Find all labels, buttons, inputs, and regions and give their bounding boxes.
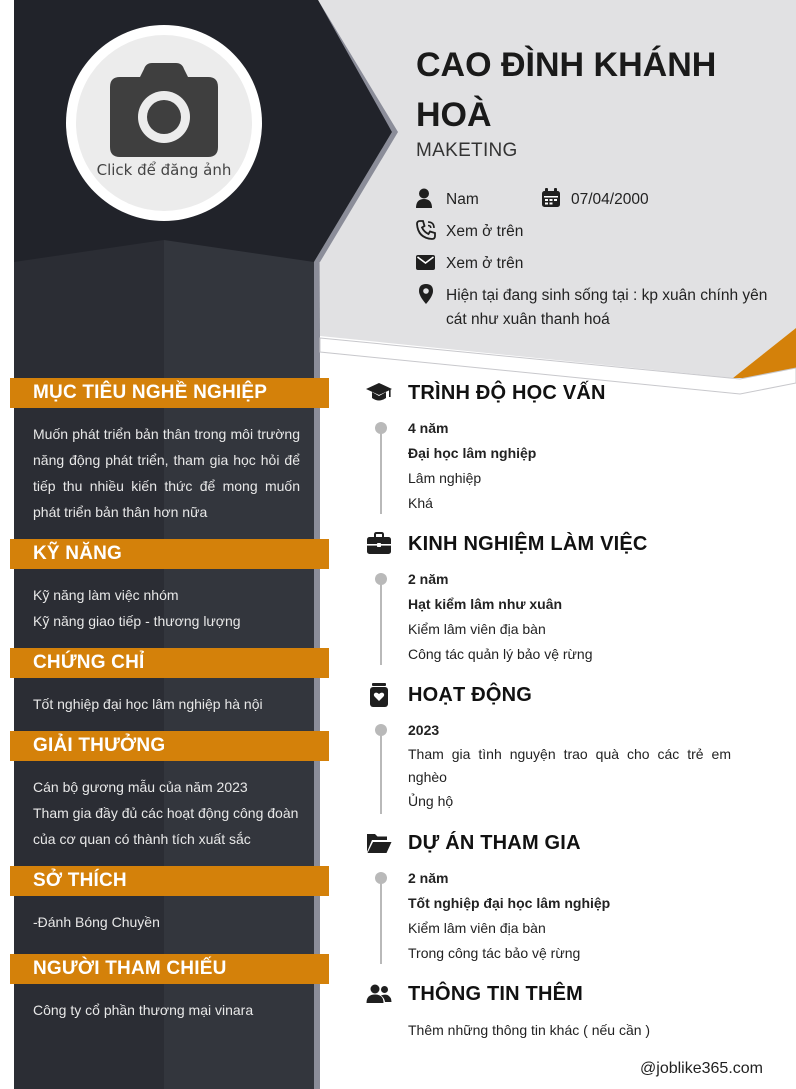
profile-photo-upload[interactable] <box>66 25 262 221</box>
objective-heading: MỤC TIÊU NGHỀ NGHIỆP <box>10 378 329 408</box>
experience-position[interactable]: Kiểm lâm viên địa bàn <box>408 621 546 637</box>
education-major[interactable]: Lâm nghiệp <box>408 470 482 486</box>
gender-row <box>416 188 479 212</box>
calendar-icon <box>541 188 561 208</box>
activities-period[interactable]: 2023 <box>408 722 440 738</box>
graduation-cap-icon <box>366 380 392 406</box>
activities-timeline-dot <box>375 724 387 736</box>
skill-item[interactable]: Kỹ năng làm việc nhóm <box>33 587 179 603</box>
activities-entry <box>408 718 731 814</box>
objective-text[interactable]: Muốn phát triển bản thân trong môi trường năng động phát triển, tham gia học hỏi để tiếp thu nhiều kiến thức để mong muốn phát triển bản thân hơn nữa <box>33 426 300 520</box>
charity-jar-icon <box>366 682 392 708</box>
project-position[interactable]: Kiểm lâm viên địa bàn <box>408 920 546 936</box>
experience-entry <box>408 567 731 667</box>
projects-timeline <box>380 878 382 964</box>
additional-entry <box>408 1018 731 1043</box>
location-pin-icon <box>416 284 436 304</box>
experience-title: KINH NGHIỆM LÀM VIỆC <box>408 532 648 555</box>
awards-list <box>33 774 300 852</box>
certificate-item[interactable]: Tốt nghiệp đại học lâm nghiệp hà nội <box>33 696 263 712</box>
additional-title: THÔNG TIN THÊM <box>408 982 584 1005</box>
experience-company[interactable]: Hạt kiểm lâm như xuân <box>408 596 563 612</box>
project-period[interactable]: 2 năm <box>408 870 449 886</box>
candidate-role[interactable]: MAKETING <box>416 140 518 161</box>
activities-description[interactable]: Tham gia tình nguyện trao quà cho các trẻ em nghèo <box>408 746 731 785</box>
additional-section-header <box>366 981 583 1007</box>
user-icon <box>416 188 436 208</box>
site-credit: @joblike365.com <box>640 1060 763 1077</box>
education-school[interactable]: Đại học lâm nghiệp <box>408 445 537 461</box>
users-icon <box>366 981 392 1007</box>
skill-item[interactable]: Kỹ năng giao tiếp - thương lượng <box>33 613 241 629</box>
folder-open-icon <box>366 830 392 856</box>
address-value[interactable]: Hiện tại đang sinh sống tại : kp xuân chính yên cát như xuân thanh hoá <box>446 287 768 328</box>
phone-row <box>416 220 523 244</box>
experience-section-header <box>366 531 648 557</box>
experience-period[interactable]: 2 năm <box>408 571 449 587</box>
phone-icon <box>416 220 436 240</box>
projects-timeline-dot <box>375 872 387 884</box>
project-name[interactable]: Tốt nghiệp đại học lâm nghiệp <box>408 895 611 911</box>
hobby-item[interactable]: -Đánh Bóng Chuyền <box>33 914 160 930</box>
skills-heading: KỸ NĂNG <box>10 539 329 569</box>
birthdate-row <box>541 188 649 212</box>
birthdate-value[interactable]: 07/04/2000 <box>571 191 649 208</box>
experience-description[interactable]: Công tác quản lý bảo vệ rừng <box>408 646 593 662</box>
hobbies-heading: SỞ THÍCH <box>10 866 329 896</box>
activities-role[interactable]: Ủng hộ <box>408 793 454 809</box>
education-timeline <box>380 428 382 514</box>
education-section-header <box>366 380 606 406</box>
projects-title: DỰ ÁN THAM GIA <box>408 831 581 854</box>
projects-entry <box>408 866 731 966</box>
skills-list <box>33 582 300 634</box>
experience-timeline-dot <box>375 573 387 585</box>
hobbies-list <box>33 909 300 935</box>
activities-title: HOẠT ĐỘNG <box>408 683 533 706</box>
projects-section-header <box>366 830 581 856</box>
candidate-name[interactable]: CAO ĐÌNH KHÁNH HOÀ <box>416 46 717 134</box>
additional-text[interactable]: Thêm những thông tin khác ( nếu cần ) <box>408 1022 651 1038</box>
reference-item[interactable]: Công ty cổ phần thương mại vinara <box>33 1002 254 1018</box>
education-entry <box>408 416 731 516</box>
photo-upload-label: Click để đăng ảnh <box>96 161 232 179</box>
gender-value[interactable]: Nam <box>446 191 479 208</box>
references-heading: NGƯỜI THAM CHIẾU <box>10 954 329 984</box>
experience-timeline <box>380 579 382 665</box>
briefcase-icon <box>366 531 392 557</box>
photo-placeholder <box>76 35 252 211</box>
activities-timeline <box>380 730 382 814</box>
phone-value[interactable]: Xem ở trên <box>446 223 524 240</box>
project-description[interactable]: Trong công tác bảo vệ rừng <box>408 945 581 961</box>
education-grade[interactable]: Khá <box>408 495 433 511</box>
address-row <box>416 284 778 332</box>
education-period[interactable]: 4 năm <box>408 420 449 436</box>
envelope-icon <box>416 252 436 272</box>
education-timeline-dot <box>375 422 387 434</box>
email-row <box>416 252 523 276</box>
certificates-list <box>33 691 300 717</box>
awards-heading: GIẢI THƯỞNG <box>10 731 329 761</box>
award-item[interactable]: Tham gia đầy đủ các hoạt động công đoàn của cơ quan có thành tích xuất sắc <box>33 805 299 847</box>
education-title: TRÌNH ĐỘ HỌC VẤN <box>408 381 606 404</box>
certificates-heading: CHỨNG CHỈ <box>10 648 329 678</box>
activities-section-header <box>366 682 532 708</box>
email-value[interactable]: Xem ở trên <box>446 255 524 272</box>
camera-icon <box>110 63 218 157</box>
references-list <box>33 997 300 1023</box>
award-item[interactable]: Cán bộ gương mẫu của năm 2023 <box>33 779 248 795</box>
